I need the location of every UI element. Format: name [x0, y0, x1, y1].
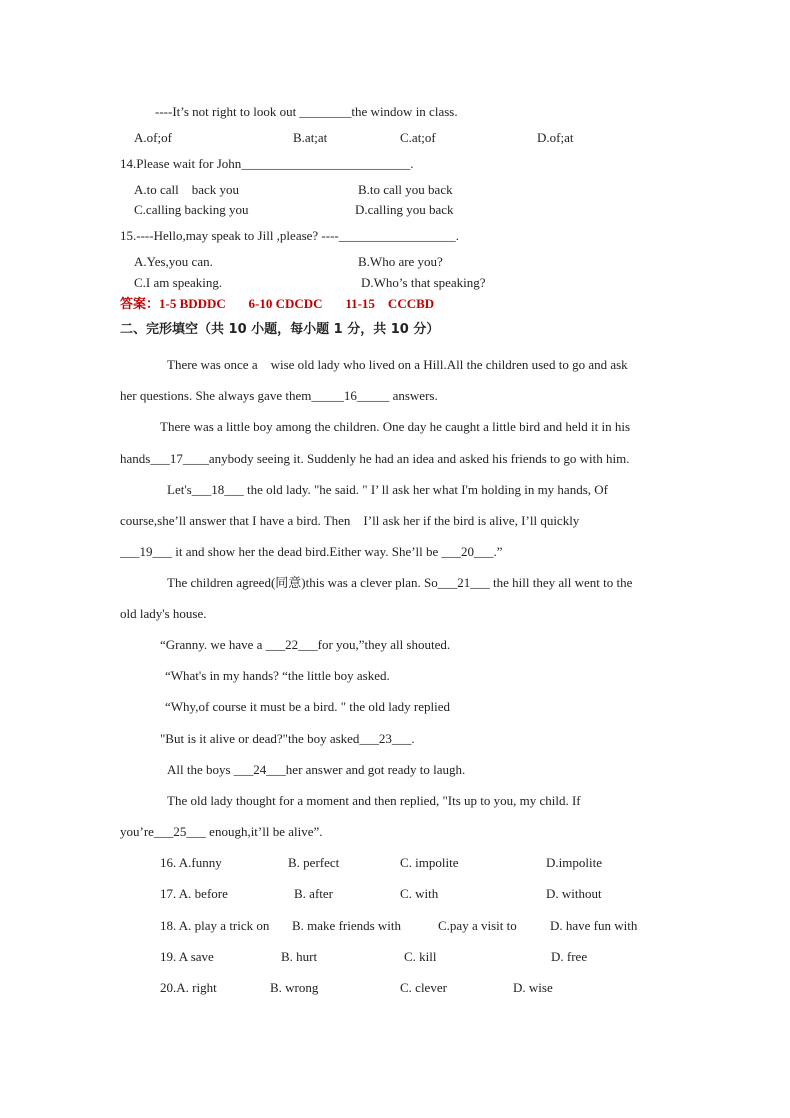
- cloze-option-b: B. after: [294, 886, 333, 901]
- passage-line: ___19___ it and show her the dead bird.Either way. She’ll be ___20___.”: [120, 544, 503, 559]
- q14-stem: 14.Please wait for John__________________________.: [120, 156, 414, 171]
- passage-line: her questions. She always gave them_____16_____ answers.: [120, 388, 438, 403]
- passage-line: The children agreed(同意)this was a clever plan. So___21___ the hill they all went to the: [167, 575, 633, 590]
- cloze-option-b: B. wrong: [270, 980, 319, 995]
- q15-option-c: C.I am speaking.: [134, 275, 223, 290]
- cloze-option-b: B. perfect: [288, 855, 340, 870]
- cloze-option-d: D. wise: [513, 980, 553, 995]
- passage-line: “What's in my hands? “the little boy asked.: [165, 668, 390, 683]
- cloze-option-b: B. make friends with: [292, 918, 402, 933]
- q15-option-b: B.Who are you?: [358, 254, 443, 269]
- q14-option-a: A.to call back you: [134, 182, 240, 197]
- cloze-option-d: D.impolite: [546, 855, 602, 870]
- passage-line: "But is it alive or dead?"the boy asked___23___.: [160, 731, 415, 746]
- passage-line: course,she’ll answer that I have a bird. Then I’ll ask her if the bird is alive, I’ll quickly: [120, 513, 580, 528]
- cloze-option-c: C. kill: [404, 949, 437, 964]
- cloze-option-c: C. with: [400, 886, 439, 901]
- cloze-option-d: D. without: [546, 886, 602, 901]
- passage-line: “Granny. we have a ___22___for you,”they all shouted.: [160, 637, 451, 652]
- q14-option-b: B.to call you back: [358, 182, 453, 197]
- cloze-option-c: C. clever: [400, 980, 447, 995]
- q13-stem: ----It’s not right to look out ________the window in class.: [155, 104, 458, 119]
- q15-stem: 15.----Hello,may speak to Jill ,please? ----__________________.: [120, 228, 460, 243]
- passage-line: The old lady thought for a moment and then replied, "Its up to you, my child. If: [167, 793, 581, 808]
- answer-key: 答案：1-5 BDDDC 6-10 CDCDC 11-15 CCCBD: [120, 296, 435, 311]
- q14-option-d: D.calling you back: [355, 202, 454, 217]
- cloze-option-c: C.pay a visit to: [438, 918, 517, 933]
- cloze-option-b: B. hurt: [281, 949, 318, 964]
- cloze-option-c: C. impolite: [400, 855, 459, 870]
- cloze-option-d: D. free: [551, 949, 588, 964]
- passage-line: hands___17____anybody seeing it. Suddenly he had an idea and asked his friends to go with him.: [120, 451, 630, 466]
- section-heading: 二、完形填空（共 10 小题，每小题 1 分，共 10 分）: [120, 322, 440, 337]
- q15-option-d: D.Who’s that speaking?: [361, 275, 486, 290]
- q13-option-a: A.of;of: [134, 130, 172, 145]
- cloze-option-a: 19. A save: [160, 949, 214, 964]
- q15-option-a: A.Yes,you can.: [134, 254, 213, 269]
- cloze-option-a: 20.A. right: [160, 980, 217, 995]
- passage-line: Let's___18___ the old lady. "he said. " I’ ll ask her what I'm holding in my hands, Of: [167, 482, 608, 497]
- q13-option-d: D.of;at: [537, 130, 574, 145]
- q13-option-c: C.at;of: [400, 130, 436, 145]
- q13-option-b: B.at;at: [293, 130, 328, 145]
- passage-line: There was a little boy among the children. One day he caught a little bird and held it in his: [160, 419, 631, 434]
- cloze-option-d: D. have fun with: [550, 918, 638, 933]
- passage-line: old lady's house.: [120, 606, 207, 621]
- cloze-option-a: 18. A. play a trick on: [160, 918, 270, 933]
- cloze-option-a: 16. A.funny: [160, 855, 222, 870]
- q14-option-c: C.calling backing you: [134, 202, 249, 217]
- passage-line: you’re___25___ enough,it’ll be alive”.: [120, 824, 323, 839]
- cloze-option-a: 17. A. before: [160, 886, 228, 901]
- passage-line: “Why,of course it must be a bird. " the old lady replied: [165, 699, 450, 714]
- passage-line: There was once a wise old lady who lived on a Hill.All the children used to go and ask: [167, 357, 628, 372]
- passage-line: All the boys ___24___her answer and got ready to laugh.: [167, 762, 466, 777]
